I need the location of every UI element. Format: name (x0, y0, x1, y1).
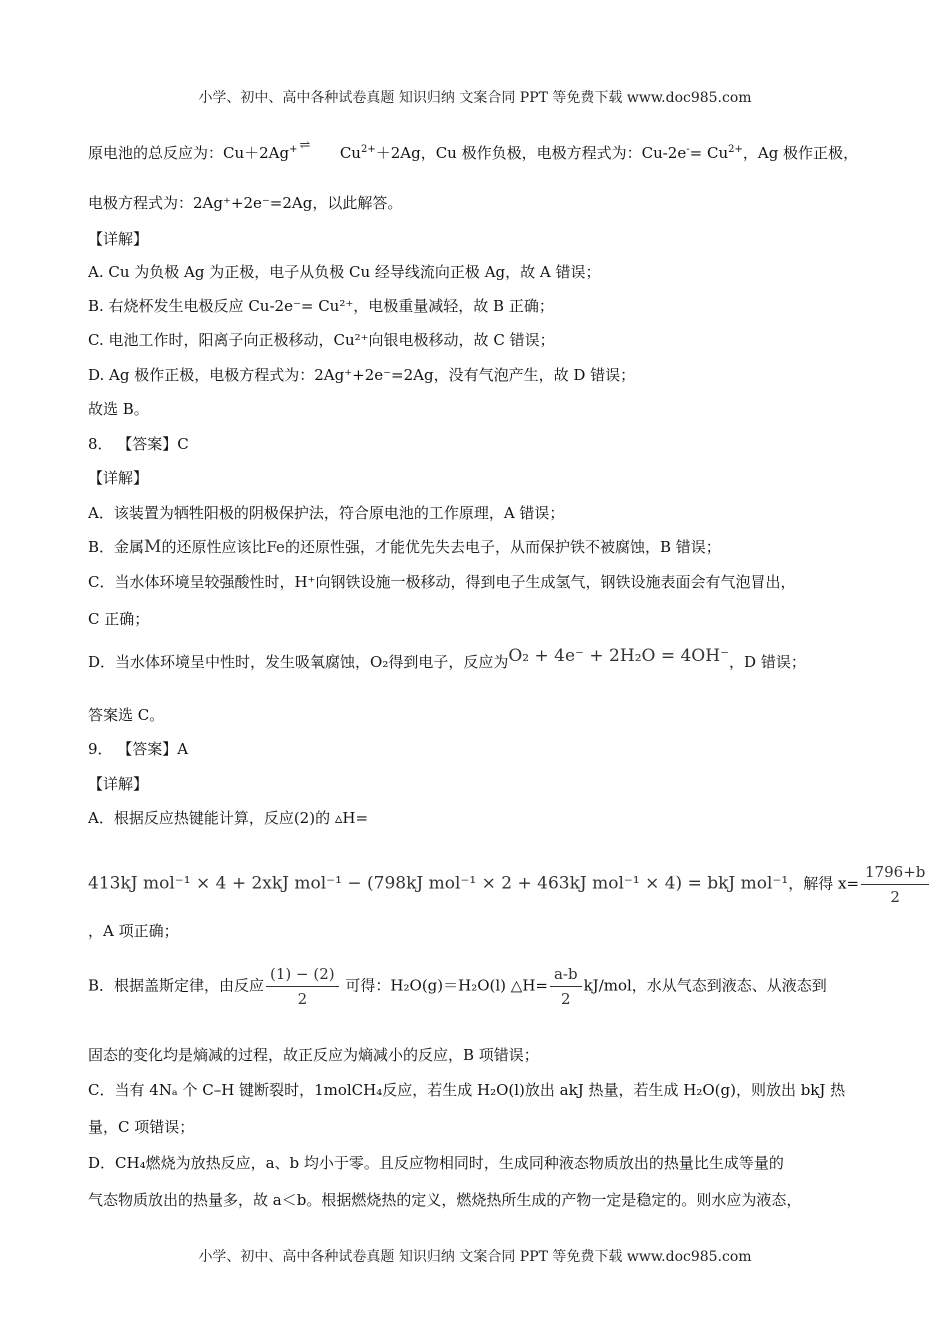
text-line-5: B. 右烧杯发生电极反应 Cu-2e⁻= Cu²⁺，电极重量减轻，故 B 正确； (88, 297, 554, 315)
text-line-1: 原电池的总反应为：Cu＋2Ag+ ⇌ $Cu^{2+}+2Ag$，Cu 极作负极，电极方程式为：$Cu-2e^-= Cu^{2+}$，Ag 极作正极， (88, 138, 859, 162)
text-line-2: 电极方程式为：2Ag⁺+2e⁻=2Ag，以此解答。 (88, 194, 403, 212)
answer-9: 9． 【答案】A (88, 740, 189, 758)
text-line-14: C 正确； (88, 610, 150, 628)
page-footer: 小学、初中、高中各种试卷真题 知识归纳 文案合同 PPT 等免费下载 www.doc985.com (198, 1249, 752, 1265)
oxygen-reduction-equation: O₂ + 4e⁻ + 2H₂O = 4OH⁻ (508, 646, 730, 666)
answer-8: 8． 【答案】C (88, 435, 189, 453)
text-line-24: C．当有 4Nₐ 个 C–H 键断裂时，1molCH₄反应，若生成 H₂O(l)放出 akJ 热量，若生成 H₂O(g)，则放出 bkJ 热 (88, 1081, 846, 1099)
fraction-x: $\frac{1796+b}{2}$ (861, 862, 929, 907)
text-line-19: A．根据反应热键能计算，反应(2)的 ▵H= (88, 809, 369, 827)
text-line-15: D．当水体环境呈中性时，发生吸氧腐蚀，O₂得到电子，反应为O₂ + 4e⁻ + 2H₂O = 4OH⁻，D 错误； (88, 646, 806, 671)
text-line-21: ，A 项正确； (88, 922, 179, 940)
text-line-25: 量，C 项错误； (88, 1118, 195, 1136)
text-line-4: A. Cu 为负极 Ag 为正极，电子从负极 Cu 经导线流向正极 Ag，故 A 错误； (88, 263, 601, 281)
text-line-10: 【详解】 (88, 469, 149, 487)
text-line-26: D．CH₄燃烧为放热反应，a、b 均小于零。且反应物相同时，生成同种液态物质放出的热量比生成等量的 (88, 1154, 784, 1172)
text-line-12: B．金属M的还原性应该比Fe的还原性强，才能优先失去电子，从而保护铁不被腐蚀，B 错误； (88, 537, 721, 557)
text-line-22: B．根据盖斯定律，由反应 $\frac{(1) - (2)}{2}$ 可得：H₂O(g)＝H₂O(l) △H= $\frac{a-b}{2}$ kJ/mol，水从气态到液态、从液态到 (88, 965, 827, 1008)
text-line-8: 故选 B。 (88, 400, 149, 418)
text-line-18: 【详解】 (88, 775, 149, 793)
equilibrium-arrow-icon: ⇌ (299, 138, 311, 153)
fraction-hess: $\frac{(1) - (2)}{2}$ (266, 964, 339, 1009)
bond-energy-equation: 413kJ mol⁻¹ × 4 + 2xkJ mol⁻¹ − (798kJ mol⁻¹ × 2 + 463kJ mol⁻¹ × 4) = bkJ mol⁻¹，解得 x= $\frac{1796+b}{2}$ (88, 862, 931, 907)
text-line-23: 固态的变化均是熵减的过程，故正反应为熵减小的反应，B 项错误； (88, 1046, 539, 1064)
text-line-6: C. 电池工作时，阳离子向正极移动，Cu²⁺向银电极移动，故 C 错误； (88, 331, 555, 349)
page-header: 小学、初中、高中各种试卷真题 知识归纳 文案合同 PPT 等免费下载 www.doc985.com (198, 90, 752, 106)
text-line-11: A．该装置为牺牲阳极的阴极保护法，符合原电池的工作原理，A 错误； (88, 504, 565, 522)
fraction-delta-h: $\frac{a-b}{2}$ (550, 964, 582, 1009)
text-line-16: 答案选 C。 (88, 706, 165, 724)
text-line-13: C．当水体环境呈较强酸性时，H⁺向钢铁设施一极移动，得到电子生成氢气，钢铁设施表面会有气泡冒出， (88, 573, 796, 591)
text-line-7: D. Ag 极作正极，电极方程式为：2Ag⁺+2e⁻=2Ag，没有气泡产生，故 D 错误； (88, 366, 636, 384)
text-line-27: 气态物质放出的热量多，故 a＜b。根据燃烧热的定义，燃烧热所生成的产物一定是稳定的。则水应为液态， (88, 1191, 802, 1209)
text-line-3: 【详解】 (88, 230, 149, 248)
